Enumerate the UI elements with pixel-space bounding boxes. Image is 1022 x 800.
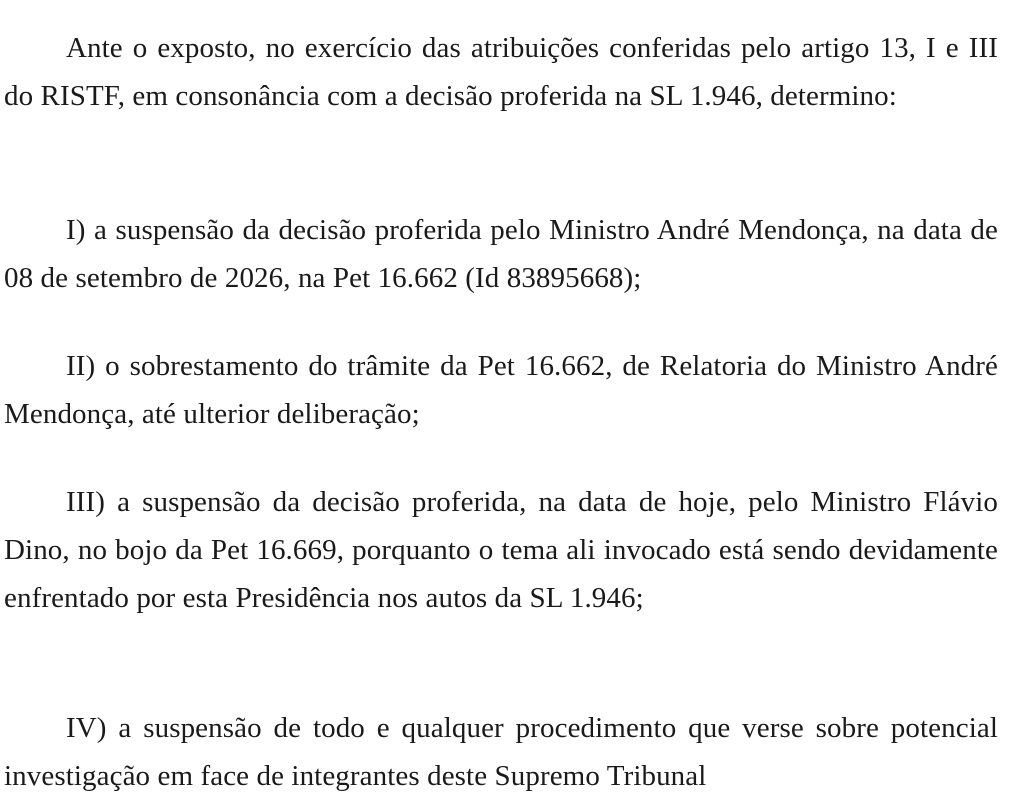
- paragraph-item-i: I) a suspensão da decisão proferida pelo Ministro André Mendonça, na data de 08 de setembro de 2026, na Pet 16.662 (Id 83895668);: [4, 214, 998, 294]
- paragraph-item-iv: IV) a suspensão de todo e qualquer procedimento que verse sobre potencial investigação em face de integrantes deste Supremo Tribunal: [4, 712, 998, 792]
- paragraph-intro: Ante o exposto, no exercício das atribuições conferidas pelo artigo 13, I e III do RISTF, em consonância com a decisão proferida na SL 1.946, determino:: [4, 32, 998, 112]
- paragraph-item-ii: II) o sobrestamento do trâmite da Pet 16.662, de Relatoria do Ministro André Mendonça, até ulterior deliberação;: [4, 350, 998, 430]
- paragraph-item-iii: III) a suspensão da decisão proferida, na data de hoje, pelo Ministro Flávio Dino, no bojo da Pet 16.669, porquanto o tema ali invocado está sendo devidamente enfrentado por esta Presidência nos autos da SL 1.946;: [4, 486, 998, 614]
